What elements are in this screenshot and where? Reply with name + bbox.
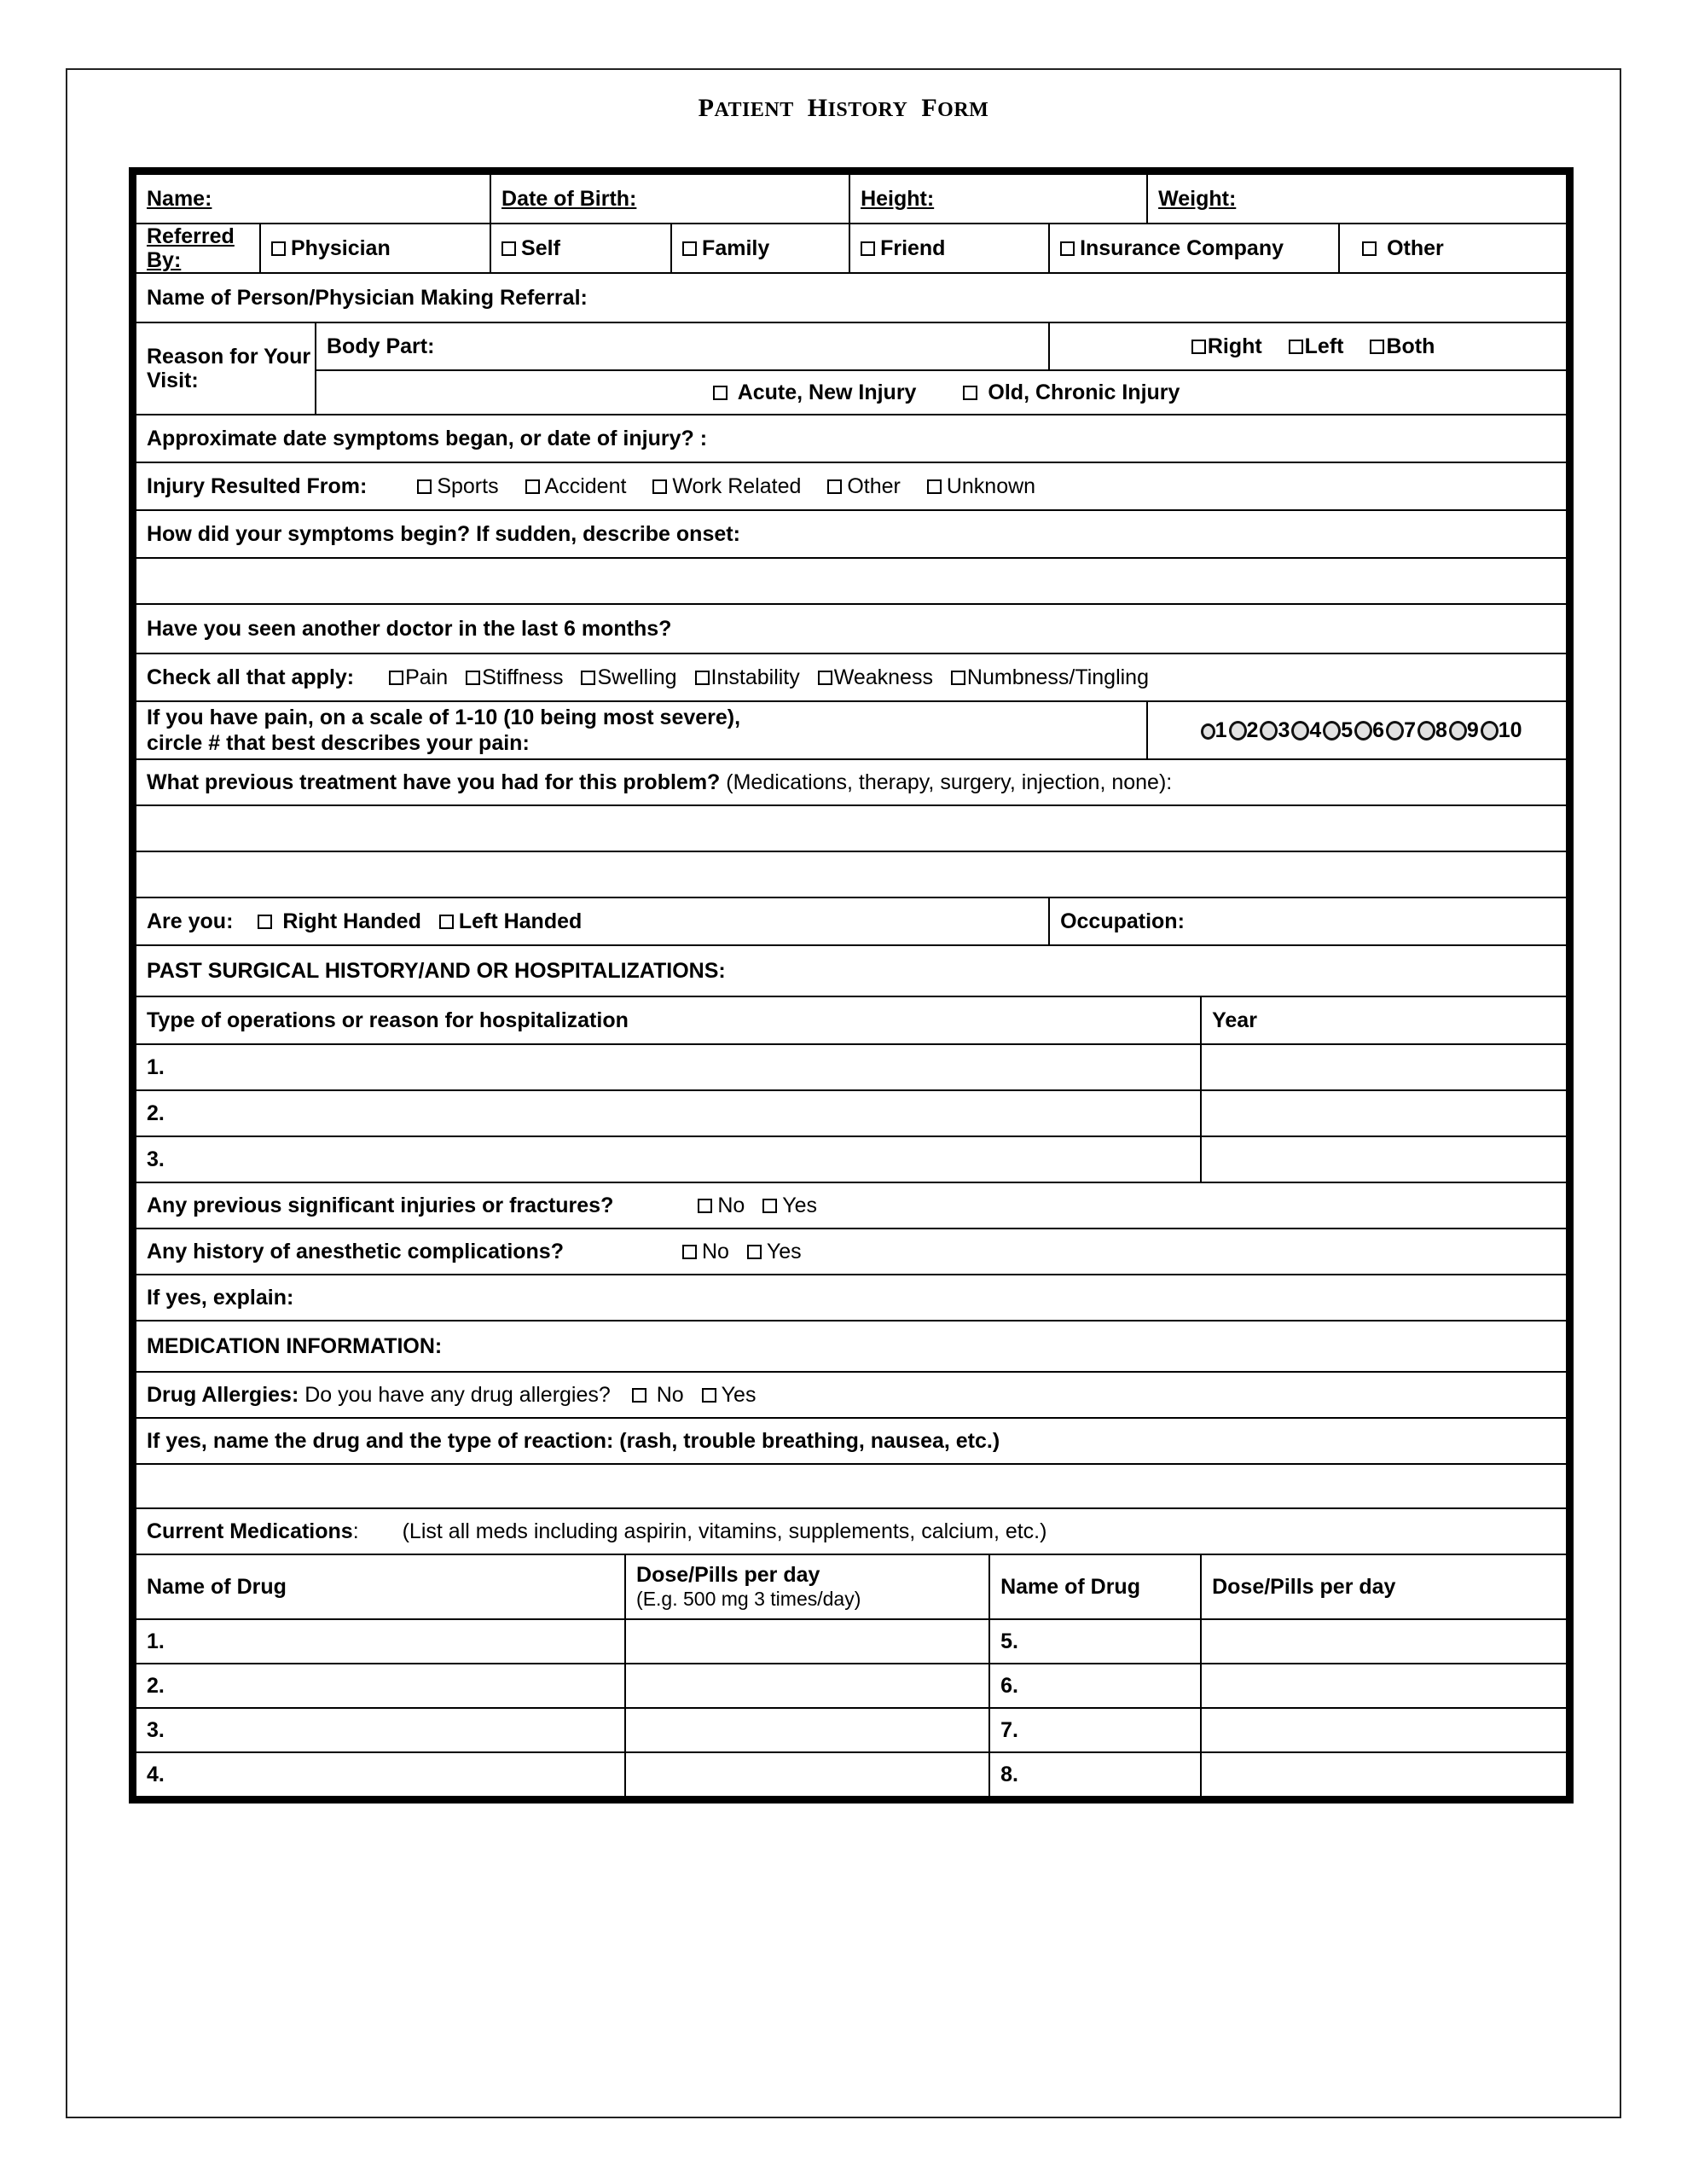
radio-icon[interactable] [1449, 721, 1467, 741]
injuries-answer-no[interactable] [698, 1194, 745, 1217]
patient-history-form [135, 173, 1568, 1798]
current-medications-label: Current Medications [147, 1519, 353, 1543]
row-symptom-date [136, 415, 1567, 462]
checkbox-icon[interactable] [417, 479, 432, 494]
cell-check-apply[interactable] [136, 653, 1567, 701]
symptom-label: Pain [405, 665, 449, 689]
weight-label: Weight: [1158, 187, 1237, 211]
radio-icon[interactable] [1229, 721, 1247, 741]
checkbox-icon[interactable] [698, 1199, 712, 1213]
pain-scale-label-line2: circle # that best describes your pain: [147, 731, 530, 755]
row-section-surgical [136, 945, 1567, 996]
symptom-stiffness[interactable] [466, 665, 563, 689]
checkbox-icon[interactable] [682, 1245, 697, 1259]
row-referred-by [136, 224, 1567, 273]
current-medications-hint: (List all meds including aspirin, vitamins, supplements, calcium, etc.) [402, 1519, 1047, 1543]
previous-treatment-label-bold: What previous treatment have you had for this problem? [147, 770, 721, 794]
radio-icon[interactable] [1481, 721, 1499, 741]
checkbox-icon[interactable] [951, 671, 965, 685]
referred-by-label: Referred By: [147, 224, 235, 272]
med-col-name-1: Name of Drug [147, 1575, 287, 1599]
symptom-swelling[interactable] [581, 665, 676, 689]
cell-med-name-2[interactable] [136, 1664, 625, 1708]
cell-onset-question [136, 510, 1567, 558]
checkbox-icon[interactable] [501, 241, 516, 256]
med-row-number: 2. [147, 1674, 165, 1698]
pain-scale-label-line1: If you have pain, on a scale of 1-10 (10 being most severe), [147, 705, 741, 729]
radio-icon[interactable] [1323, 721, 1341, 741]
drug-allergies-question: Do you have any drug allergies? [304, 1383, 611, 1407]
symptom-label: Numbness/Tingling [966, 665, 1149, 689]
side-option-right[interactable] [1191, 334, 1262, 358]
injury-type-label: Old, Chronic Injury [988, 380, 1180, 404]
med-row-number: 3. [147, 1718, 165, 1742]
injury-from-label: Injury Resulted From: [147, 474, 368, 498]
cell-med-name-7[interactable] [989, 1708, 1201, 1752]
checkbox-icon[interactable] [1362, 241, 1377, 256]
pain-value: 9 [1466, 718, 1479, 742]
cell-surgical-col-year [1201, 996, 1567, 1044]
checkbox-icon[interactable] [762, 1199, 777, 1213]
yesno-label: Yes [782, 1194, 818, 1217]
symptom-numbness[interactable] [951, 665, 1149, 689]
pain-value: 1 [1215, 718, 1227, 742]
allergies-explain-label: If yes, name the drug and the type of reaction: (rash, trouble breathing, nausea, etc.) [147, 1429, 1000, 1453]
surgical-row-number: 3. [147, 1147, 165, 1171]
checkbox-icon[interactable] [389, 671, 403, 685]
medication-section-title: MEDICATION INFORMATION: [147, 1334, 443, 1358]
injury-from-unknown[interactable] [927, 474, 1035, 498]
checkbox-icon[interactable] [581, 671, 595, 685]
injury-from-option: Unknown [946, 474, 1036, 498]
injury-from-other[interactable] [827, 474, 901, 498]
page-title [66, 94, 1621, 123]
referral-person-label: Name of Person/Physician Making Referral: [147, 286, 588, 310]
cell-injury-type[interactable] [316, 370, 1567, 415]
row-drug-allergies [136, 1372, 1567, 1418]
radio-icon[interactable] [1417, 721, 1435, 741]
cell-treatment-line-2[interactable] [136, 851, 1567, 897]
pain-value: 4 [1309, 718, 1322, 742]
cell-med-name-4[interactable] [136, 1752, 625, 1797]
row-medication-header [136, 1554, 1567, 1619]
referral-option-self[interactable] [490, 224, 671, 273]
cell-pain-scale-values[interactable] [1147, 701, 1567, 759]
injury-from-option: Accident [544, 474, 627, 498]
surgical-col-operations: Type of operations or reason for hospitalization [147, 1008, 629, 1032]
referral-option-label: Physician [291, 236, 391, 260]
row-anesthetic [136, 1228, 1567, 1275]
title-part-1: ATIENT [714, 99, 794, 121]
pain-value: 2 [1246, 718, 1259, 742]
referral-option-label: Other [1387, 236, 1444, 260]
table-row [136, 1708, 1567, 1752]
handedness-option: Left Handed [458, 909, 583, 933]
handedness-option: Right Handed [282, 909, 421, 933]
table-row [136, 1752, 1567, 1797]
injury-type-label: Acute, New Injury [737, 380, 917, 404]
checkbox-icon[interactable] [632, 1388, 646, 1403]
table-row [136, 1619, 1567, 1664]
symptom-pain[interactable] [389, 665, 448, 689]
anesthetic-answer-no[interactable] [682, 1240, 729, 1263]
title-part-4: F [921, 94, 938, 122]
med-row-number: 4. [147, 1763, 165, 1786]
radio-icon[interactable] [1291, 721, 1309, 741]
handedness-left[interactable] [439, 909, 582, 933]
checkbox-icon[interactable] [682, 241, 697, 256]
table-row [136, 1044, 1567, 1090]
drug-allergies-label: Drug Allergies: [147, 1383, 299, 1407]
cell-allergies-answer[interactable] [136, 1464, 1567, 1508]
checkbox-icon[interactable] [818, 671, 832, 685]
cell-med-header-name-1 [136, 1554, 625, 1619]
cell-referral-person[interactable] [136, 273, 1567, 322]
cell-anesthetic-explain[interactable] [136, 1275, 1567, 1321]
symptom-label: Instability [710, 665, 800, 689]
row-allergies-answer [136, 1464, 1567, 1508]
pain-value: 7 [1404, 718, 1416, 742]
reason-visit-label: Reason for Your Visit: [147, 345, 311, 392]
table-row [136, 1664, 1567, 1708]
cell-surgical-year-2[interactable] [1201, 1090, 1567, 1136]
surgical-row-number: 2. [147, 1101, 165, 1125]
title-part-3: ISTORY [827, 99, 908, 121]
cell-surgical-year-1[interactable] [1201, 1044, 1567, 1090]
onset-label: How did your symptoms begin? If sudden, describe onset: [147, 522, 740, 546]
yesno-label: Yes [766, 1240, 802, 1263]
yesno-label: Yes [721, 1383, 757, 1407]
cell-med-header-name-2 [989, 1554, 1201, 1619]
current-medications-colon: : [352, 1519, 359, 1543]
cell-reason-label [136, 322, 316, 415]
med-row-number: 8. [1000, 1763, 1018, 1786]
med-col-dose-1-line2: (E.g. 500 mg 3 times/day) [636, 1588, 861, 1611]
row-check-apply [136, 653, 1567, 701]
title-part-5: ORM [937, 99, 989, 121]
cell-allergies-explain [136, 1418, 1567, 1464]
injury-from-sports[interactable] [417, 474, 498, 498]
table-row [136, 1090, 1567, 1136]
cell-dob[interactable] [490, 174, 849, 224]
cell-med-name-5[interactable] [989, 1619, 1201, 1664]
cell-sides[interactable] [1049, 322, 1567, 370]
med-col-dose-1-line1: Dose/Pills per day [636, 1563, 820, 1588]
surgical-col-year: Year [1212, 1008, 1257, 1032]
checkbox-icon[interactable] [695, 671, 710, 685]
cell-previous-injuries[interactable] [136, 1182, 1567, 1228]
cell-height[interactable] [849, 174, 1147, 224]
row-allergies-explain [136, 1418, 1567, 1464]
referred-by-label-cell [136, 224, 260, 273]
radio-icon[interactable] [1386, 721, 1404, 741]
cell-surgical-op-3[interactable] [136, 1136, 1201, 1182]
side-option-left[interactable] [1289, 334, 1344, 358]
injury-from-work[interactable] [652, 474, 801, 498]
injury-type-acute[interactable] [713, 380, 917, 404]
checkbox-icon[interactable] [827, 479, 842, 494]
height-label: Height: [861, 187, 935, 211]
cell-med-dose-3[interactable] [625, 1708, 989, 1752]
checkbox-icon[interactable] [466, 671, 480, 685]
anesthetic-explain-label: If yes, explain: [147, 1286, 294, 1310]
table-row [136, 1136, 1567, 1182]
surgical-row-number: 1. [147, 1055, 165, 1079]
row-reason-visit-b [136, 370, 1567, 415]
referral-option-friend[interactable] [849, 224, 1049, 273]
cell-med-dose-8[interactable] [1201, 1752, 1567, 1797]
cell-pain-scale-label [136, 701, 1147, 759]
yesno-label: No [717, 1194, 745, 1217]
checkbox-icon[interactable] [1289, 340, 1303, 354]
checkbox-icon[interactable] [1060, 241, 1075, 256]
symptom-date-label: Approximate date symptoms began, or date of injury? : [147, 427, 708, 450]
pain-value: 8 [1435, 718, 1447, 742]
row-handedness [136, 897, 1567, 945]
cell-other-doctor[interactable] [136, 604, 1567, 653]
allergies-answer-no[interactable] [632, 1383, 684, 1407]
other-doctor-label: Have you seen another doctor in the last 6 months? [147, 617, 672, 641]
pain-value: 10 [1498, 718, 1522, 742]
radio-icon[interactable] [1201, 723, 1215, 740]
referral-option-other[interactable] [1339, 224, 1567, 273]
cell-anesthetic[interactable] [136, 1228, 1567, 1275]
radio-icon[interactable] [1260, 721, 1278, 741]
title-part-0: P [698, 94, 715, 122]
cell-med-name-1[interactable] [136, 1619, 625, 1664]
checkbox-icon[interactable] [525, 479, 540, 494]
row-referral-person [136, 273, 1567, 322]
cell-med-dose-1[interactable] [625, 1619, 989, 1664]
referral-option-label: Insurance Company [1080, 236, 1284, 260]
cell-med-dose-2[interactable] [625, 1664, 989, 1708]
row-onset-answer [136, 558, 1567, 604]
cell-section-medication-title [136, 1321, 1567, 1372]
side-label: Both [1386, 334, 1435, 358]
side-label: Right [1207, 334, 1262, 358]
pain-value: 3 [1278, 718, 1290, 742]
injury-from-option: Sports [437, 474, 499, 498]
checkbox-icon[interactable] [747, 1245, 762, 1259]
row-other-doctor [136, 604, 1567, 653]
pain-value: 6 [1372, 718, 1385, 742]
injuries-answer-yes[interactable] [762, 1194, 817, 1217]
pain-value: 5 [1341, 718, 1354, 742]
cell-med-name-3[interactable] [136, 1708, 625, 1752]
cell-handedness[interactable] [136, 897, 1049, 945]
injury-from-accident[interactable] [525, 474, 627, 498]
occupation-label: Occupation: [1060, 909, 1185, 933]
side-label: Left [1304, 334, 1344, 358]
row-pain-scale [136, 701, 1567, 759]
row-injury-from [136, 462, 1567, 510]
checkbox-icon[interactable] [702, 1388, 716, 1403]
med-row-number: 7. [1000, 1718, 1018, 1742]
cell-previous-treatment [136, 759, 1567, 805]
surgical-section-title: PAST SURGICAL HISTORY/AND OR HOSPITALIZATIONS: [147, 959, 726, 983]
dob-label: Date of Birth: [501, 187, 637, 211]
referral-option-label: Family [702, 236, 770, 260]
checkbox-icon[interactable] [1370, 340, 1384, 354]
anesthetic-question-label: Any history of anesthetic complications? [147, 1240, 564, 1263]
cell-occupation[interactable] [1049, 897, 1567, 945]
cell-symptom-date[interactable] [136, 415, 1567, 462]
med-row-number: 1. [147, 1629, 165, 1653]
cell-name[interactable] [136, 174, 490, 224]
referral-option-family[interactable] [671, 224, 849, 273]
cell-surgical-year-3[interactable] [1201, 1136, 1567, 1182]
row-previous-treatment-line2 [136, 851, 1567, 897]
cell-surgical-op-2[interactable] [136, 1090, 1201, 1136]
cell-med-dose-4[interactable] [625, 1752, 989, 1797]
radio-icon[interactable] [1354, 721, 1372, 741]
row-identity [136, 174, 1567, 224]
symptom-label: Weakness [833, 665, 933, 689]
handedness-label: Are you: [147, 909, 234, 933]
row-reason-visit-a [136, 322, 1567, 370]
symptom-label: Stiffness [482, 665, 564, 689]
med-row-number: 6. [1000, 1674, 1018, 1698]
row-previous-injuries [136, 1182, 1567, 1228]
med-row-number: 5. [1000, 1629, 1018, 1653]
cell-med-name-6[interactable] [989, 1664, 1201, 1708]
checkbox-icon[interactable] [271, 241, 286, 256]
referral-option-insurance[interactable] [1049, 224, 1339, 273]
referral-option-label: Self [521, 236, 560, 260]
body-part-label: Body Part: [327, 334, 435, 358]
cell-injury-from[interactable] [136, 462, 1567, 510]
checkbox-icon[interactable] [927, 479, 942, 494]
med-col-dose-2: Dose/Pills per day [1212, 1575, 1396, 1599]
med-col-name-2: Name of Drug [1000, 1575, 1140, 1599]
handedness-right[interactable] [258, 909, 421, 933]
checkbox-icon[interactable] [963, 386, 977, 400]
cell-surgical-op-1[interactable] [136, 1044, 1201, 1090]
pain-scale-options[interactable] [1201, 718, 1524, 742]
injury-type-chronic[interactable] [963, 380, 1180, 404]
symptom-label: Swelling [597, 665, 677, 689]
cell-weight[interactable] [1147, 174, 1567, 224]
title-part-2: H [807, 94, 828, 122]
cell-drug-allergies[interactable] [136, 1372, 1567, 1418]
cell-med-name-8[interactable] [989, 1752, 1201, 1797]
symptom-instability[interactable] [695, 665, 800, 689]
previous-treatment-label-reg: (Medications, therapy, surgery, injection, none): [726, 770, 1173, 794]
referral-option-label: Friend [880, 236, 946, 260]
cell-treatment-line-1[interactable] [136, 805, 1567, 851]
checkbox-icon[interactable] [713, 386, 728, 400]
cell-section-surgical-title [136, 945, 1567, 996]
yesno-label: No [701, 1240, 729, 1263]
symptom-weakness[interactable] [818, 665, 933, 689]
checkbox-icon[interactable] [652, 479, 667, 494]
checkbox-icon[interactable] [861, 241, 875, 256]
yesno-label: No [656, 1383, 684, 1407]
cell-surgical-col-operations [136, 996, 1201, 1044]
injury-from-option: Other [847, 474, 901, 498]
row-previous-treatment-line1 [136, 805, 1567, 851]
row-previous-treatment [136, 759, 1567, 805]
row-onset [136, 510, 1567, 558]
cell-body-part[interactable] [316, 322, 1049, 370]
side-option-both[interactable] [1370, 334, 1435, 358]
row-current-medications [136, 1508, 1567, 1554]
row-anesthetic-explain [136, 1275, 1567, 1321]
cell-med-dose-6[interactable] [1201, 1664, 1567, 1708]
row-surgical-header [136, 996, 1567, 1044]
cell-med-header-dose-2 [1201, 1554, 1567, 1619]
name-label: Name: [147, 187, 212, 211]
checkbox-icon[interactable] [1191, 340, 1206, 354]
injuries-question-label: Any previous significant injuries or fractures? [147, 1194, 614, 1217]
row-section-medication [136, 1321, 1567, 1372]
cell-onset-answer[interactable] [136, 558, 1567, 604]
cell-med-header-dose-1 [625, 1554, 989, 1619]
anesthetic-answer-yes[interactable] [747, 1240, 802, 1263]
injury-from-option: Work Related [672, 474, 802, 498]
cell-med-dose-7[interactable] [1201, 1708, 1567, 1752]
check-apply-label: Check all that apply: [147, 665, 355, 689]
checkbox-icon[interactable] [439, 915, 454, 929]
referral-option-physician[interactable] [260, 224, 490, 273]
checkbox-icon[interactable] [258, 915, 272, 929]
cell-med-dose-5[interactable] [1201, 1619, 1567, 1664]
allergies-answer-yes[interactable] [702, 1383, 757, 1407]
cell-current-medications-label [136, 1508, 1567, 1554]
